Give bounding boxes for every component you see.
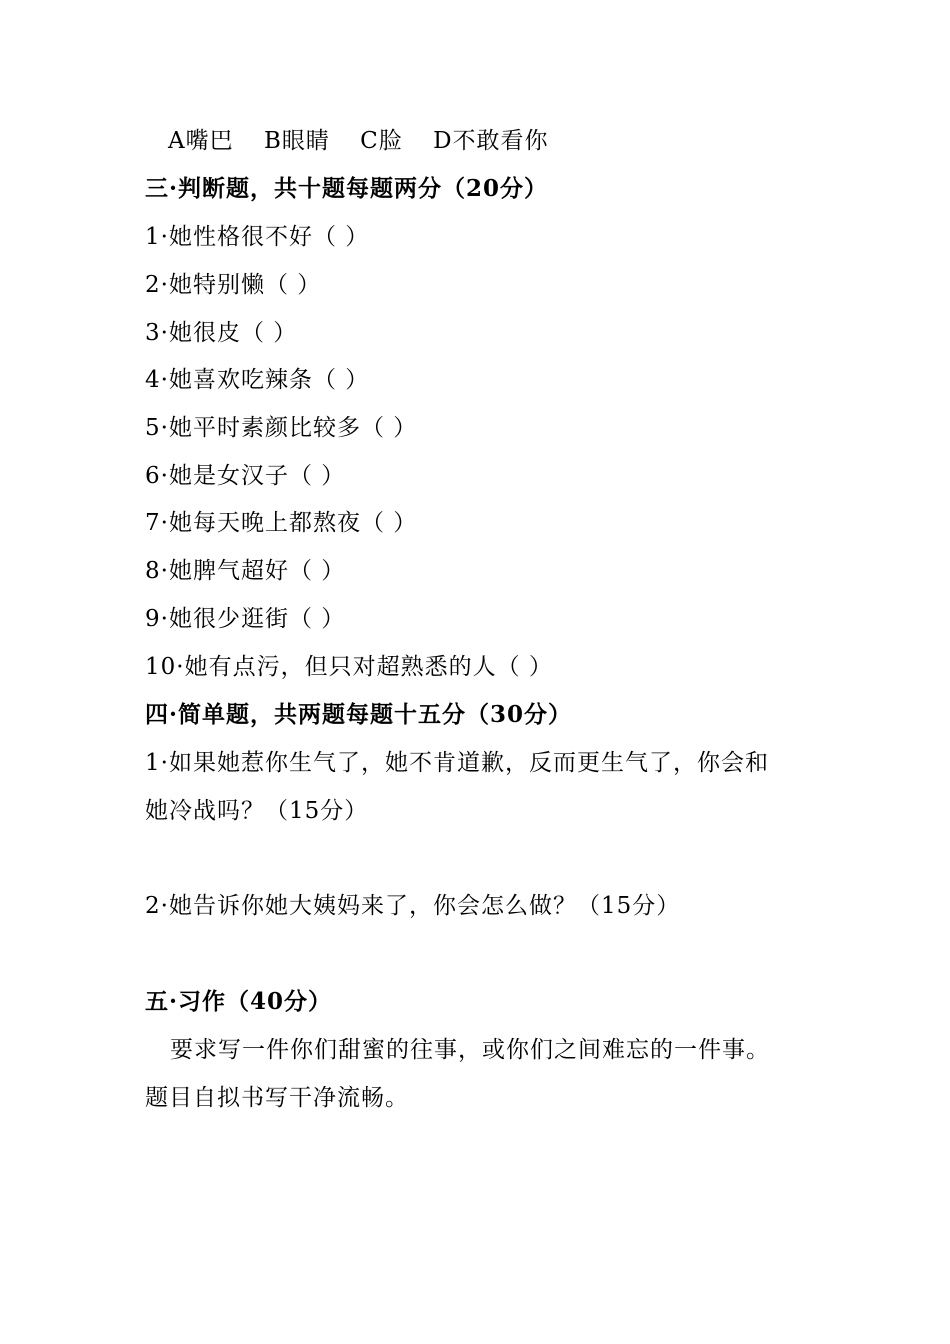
essay-requirement-line-2: 题目自拟书写干净流畅。 [145, 1085, 409, 1111]
section4-heading: 四·简单题，共两题每题十五分（30分） [145, 701, 573, 728]
judgement-item-10: 10·她有点污，但只对超熟悉的人（ ） [145, 654, 553, 680]
question-1-line-2: 她冷战吗？（15分） [145, 798, 369, 824]
question-1-line-1: 1·如果她惹你生气了，她不肯道歉，反而更生气了，你会和 [145, 750, 769, 776]
section3-heading: 三·判断题，共十题每题两分（20分） [145, 175, 549, 202]
options-line [168, 126, 571, 156]
section5-heading: 五·习作（40分） [145, 988, 333, 1015]
option-a: A嘴巴 [168, 128, 234, 154]
judgement-item-2: 2·她特别懒（ ） [145, 272, 322, 298]
judgement-item-8: 8·她脾气超好（ ） [145, 558, 346, 584]
question-2: 2·她告诉你她大姨妈来了，你会怎么做？（15分） [145, 893, 681, 919]
option-b: B眼睛 [263, 128, 330, 154]
judgement-item-1: 1·她性格很不好（ ） [145, 224, 370, 250]
option-c: C脸 [360, 128, 403, 154]
judgement-item-9: 9·她很少逛街（ ） [145, 606, 346, 632]
judgement-item-4: 4·她喜欢吃辣条（ ） [145, 367, 370, 393]
judgement-item-3: 3·她很皮（ ） [145, 320, 298, 346]
essay-requirement-line-1: 要求写一件你们甜蜜的往事，或你们之间难忘的一件事。 [170, 1037, 770, 1063]
judgement-item-5: 5·她平时素颜比较多（ ） [145, 415, 418, 441]
option-d: D不敢看你 [433, 128, 549, 154]
judgement-item-7: 7·她每天晚上都熬夜（ ） [145, 510, 418, 536]
judgement-item-6: 6·她是女汉子（ ） [145, 463, 346, 489]
